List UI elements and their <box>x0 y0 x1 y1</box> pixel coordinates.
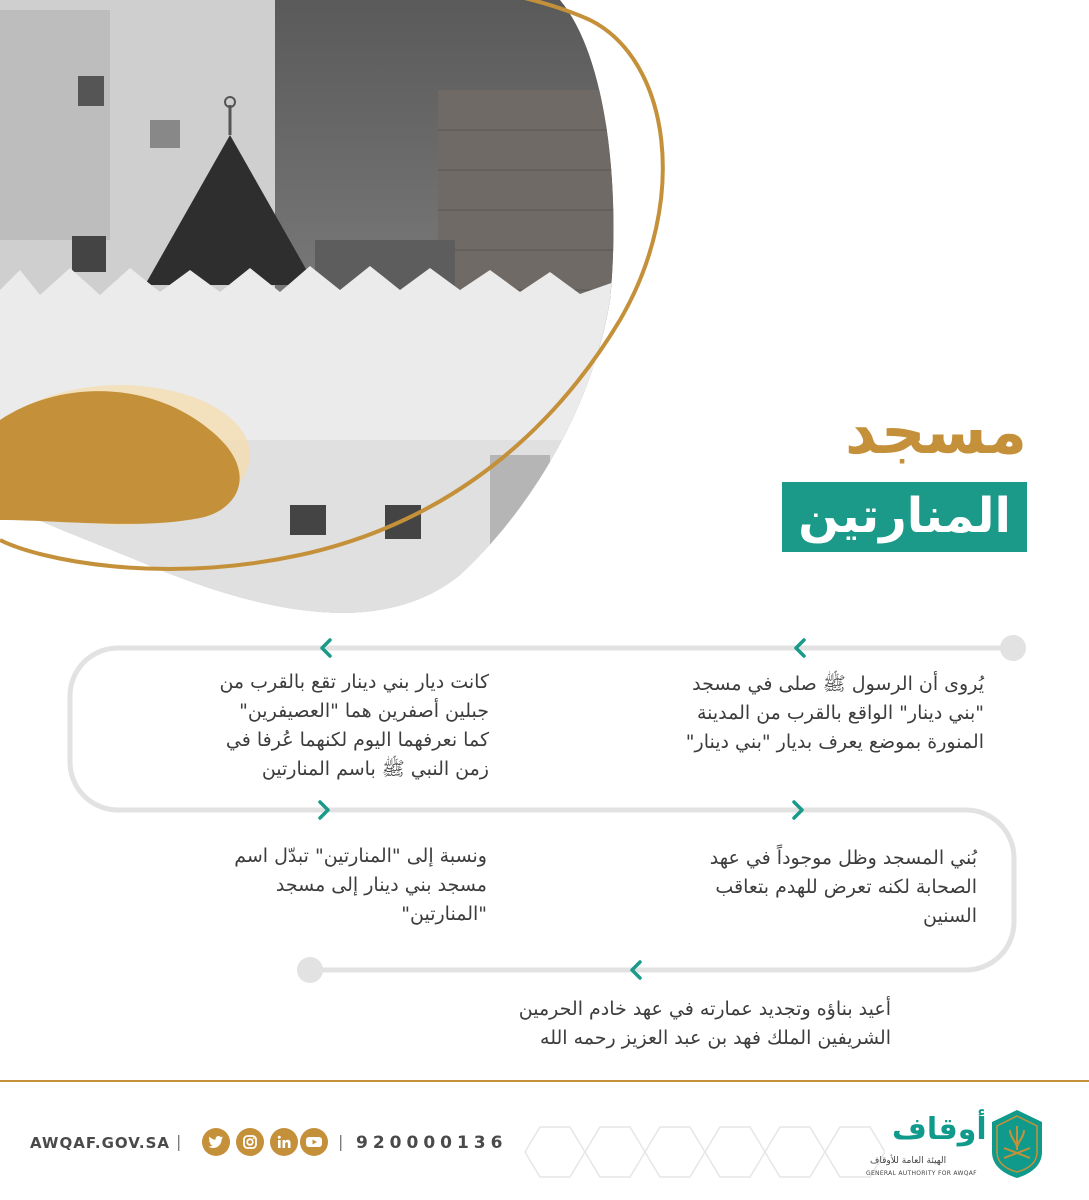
twitter-icon[interactable] <box>202 1128 230 1156</box>
footer <box>0 1100 1089 1200</box>
paragraph-5: أعيد بناؤه وتجديد عمارته في عهد خادم الحرمين الشريفين الملك فهد بن عبد العزيز رحمه الله <box>518 998 891 1049</box>
phone-number[interactable]: 920000136 <box>356 1133 508 1153</box>
separator: | <box>176 1132 182 1151</box>
youtube-icon[interactable] <box>300 1128 328 1156</box>
emblem-icon <box>988 1108 1046 1180</box>
separator: | <box>338 1132 344 1151</box>
linkedin-icon[interactable] <box>270 1128 298 1156</box>
decorative-pattern <box>515 1112 885 1192</box>
logo-subtitle-ar: الهيئة العامة للأوقاف <box>870 1156 947 1166</box>
title-line-1: مسجد <box>845 395 1027 468</box>
footer-divider <box>0 1080 1089 1082</box>
instagram-icon[interactable] <box>236 1128 264 1156</box>
logo-subtitle-en: GENERAL AUTHORITY FOR AWQAF <box>866 1170 977 1177</box>
paragraph-4: ونسبة إلى "المنارتين" تبدّل اسم مسجد بني دينار إلى مسجد "المنارتين" <box>234 845 487 925</box>
timeline-start-dot <box>1000 635 1026 661</box>
website-link[interactable]: AWQAF.GOV.SA <box>30 1134 171 1152</box>
title-banner: المنارتين <box>782 482 1027 552</box>
logo-text: أوقاف <box>892 1112 987 1147</box>
paragraph-1: يُروى أن الرسول ﷺ صلى في مسجد "بني دينار" الواقع بالقرب من المدينة المنورة بموضع يعرف بديار "بني دينار" <box>685 673 984 753</box>
paragraph-2: كانت ديار بني دينار تقع بالقرب من جبلين أصفرين هما "العصيفرين" كما نعرفهما اليوم لكنهما عُرفا في زمن النبي ﷺ باسم المنارتين <box>219 671 489 780</box>
timeline-end-dot <box>297 957 323 983</box>
paragraph-3: بُني المسجد وظل موجوداً في عهد الصحابة لكنه تعرض للهدم بتعاقب السنين <box>709 847 977 927</box>
